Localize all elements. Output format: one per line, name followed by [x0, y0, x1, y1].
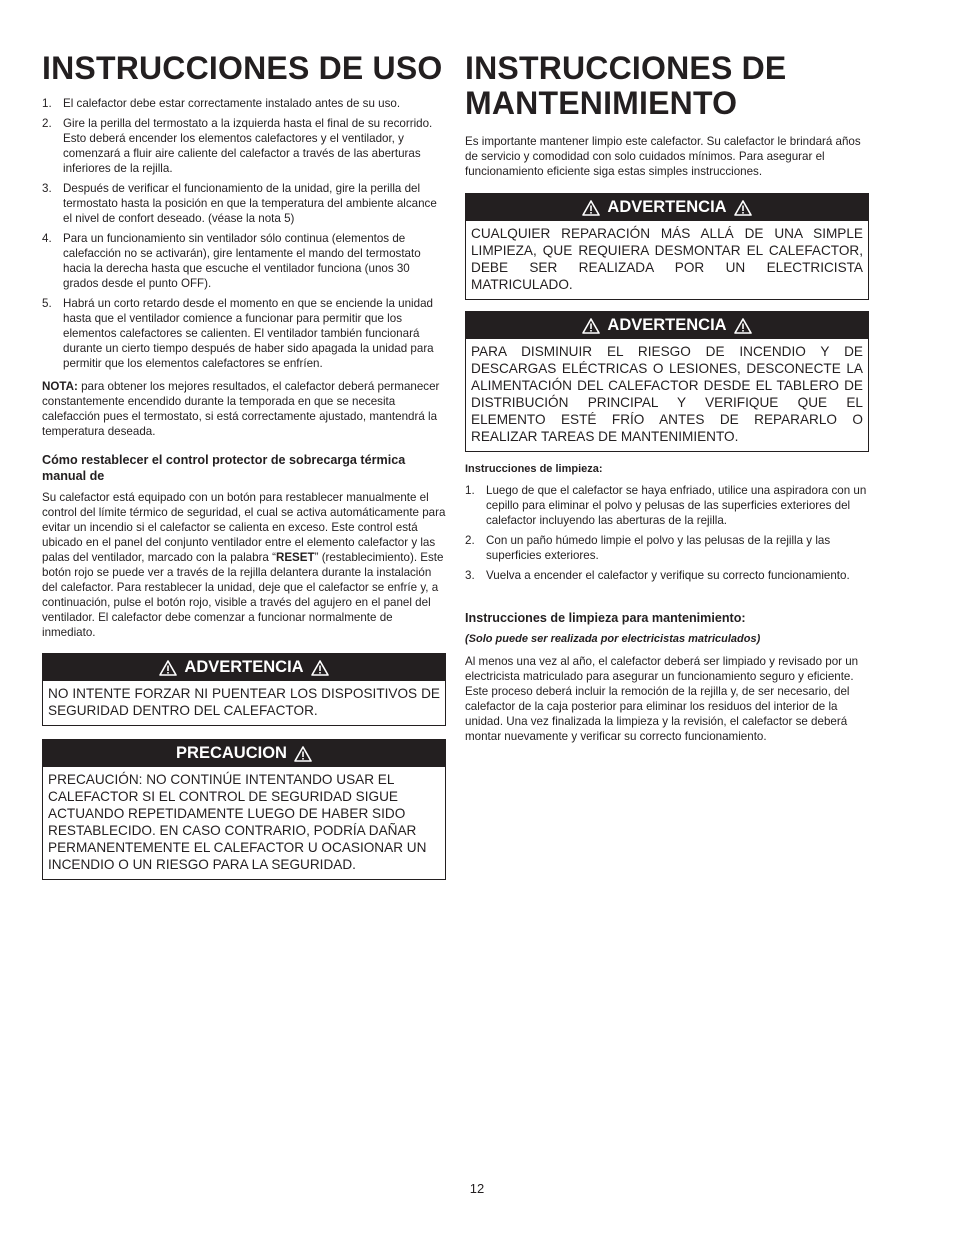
note-text: para obtener los mejores resultados, el calefactor deberá permanecer constantemente encendido durante la temporada en que se necesita calefacción pues el termostato, si está correctamente ajustado, mantendrá la temperatura deseada. [42, 380, 440, 438]
maintenance-intro: Es importante mantener limpio este calefactor. Su calefactor le brindará años de servicio y comodidad con solo cuidados mínimos. Para asegurar el funcionamiento eficiente siga estas simples instrucciones. [465, 135, 861, 178]
maintenance-heading: Instrucciones de limpieza para mantenimiento: [465, 611, 746, 625]
step-text: Habrá un corto retardo desde el momento en que se enciende la unidad hasta que el ventilador comience a funcionar para permitir que los elementos calefactores se calienten. El ventilador también funcionará durante un cierto tiempo después de haber sido apagada la unidad para permitir que los elementos calefactores se enfríen. [63, 297, 434, 370]
cleaning-heading: Instrucciones de limpieza: [465, 463, 603, 475]
warning-label: ADVERTENCIA [184, 658, 304, 676]
usage-steps-list [42, 96, 446, 376]
step-text: Gire la perilla del termostato a la izquierda hasta el final de su recorrido. Esto deberá encender los elementos calefactores y el ventilador, y comenzará a fluir aire caliente del calefactor a través de las aberturas inferiores de la rejilla. [63, 117, 433, 175]
step-number: 4. [42, 232, 52, 245]
usage-step [42, 231, 446, 291]
step-text: El calefactor debe estar correctamente instalado antes de su uso. [63, 97, 401, 110]
reset-paragraph [42, 490, 446, 640]
warning-box-disconnect [465, 311, 869, 452]
page-title-usage: INSTRUCCIONES DE USO [42, 50, 443, 86]
reset-heading: Cómo restablecer el control protector de sobrecarga térmica manual de [42, 453, 406, 483]
note-label: NOTA: [42, 380, 78, 393]
page-number: 12 [469, 1181, 485, 1196]
warning-text: PARA DISMINUIR EL RIESGO DE INCENDIO Y DE DESCARGAS ELÉCTRICAS O LESIONES, DESCONECTE LA ALIMENTACIÓN DEL CALEFACTOR DESDE EL TABLERO DE DISTRIBUCIÓN PRINCIPAL Y VERIFIQUE QUE EL ELEMENTO ESTÉ FRÍO ANTES DE REPARARLO O REALIZAR TAREAS DE MANTENIMIENTO. [471, 344, 863, 444]
warning-text: NO INTENTE FORZAR NI PUENTEAR LOS DISPOSITIVOS DE SEGURIDAD DENTRO DEL CALEFACTOR. [48, 686, 440, 718]
maintenance-paragraph: Al menos una vez al año, el calefactor deberá ser limpiado y revisado por un electricista matriculado para asegurar un funcionamiento seguro y eficiente. Este proceso deberá incluir la remoción de la rejilla y, de ser necesario, del calefactor de la caja posterior para eliminar los residuos del interior de la unidad. Una vez finalizada la limpieza y la revisión, el calefactor se deberá montar nuevamente y verificar su correcto funcionamiento. [465, 655, 859, 743]
warning-text: CUALQUIER REPARACIÓN MÁS ALLÁ DE UNA SIMPLE LIMPIEZA, QUE REQUIERA DESMONTAR EL CALEFACTOR, DEBE SER REALIZADA POR UN ELECTRICISTA MATRICULADO. [471, 226, 863, 292]
step-number: 5. [42, 297, 52, 310]
step-number: 3. [42, 182, 52, 195]
cleaning-step [465, 568, 869, 583]
warning-box-safety-devices [42, 653, 446, 726]
usage-step [42, 296, 446, 371]
cleaning-step [465, 483, 869, 528]
reset-text-after: ” (restablecimiento). Este botón rojo se puede ver a través de la rejilla delantera durante la instalación del calefactor. Para restablecer la unidad, deje que el calefactor se enfríe y, a continuación, pulse el botón rojo, visible a través del agujero en el panel del ventilador. El calefactor debe comenzar a funcionar normalmente de inmediato. [42, 551, 444, 639]
caution-label: PRECAUCION [176, 744, 287, 762]
step-text: Luego de que el calefactor se haya enfriado, utilice una aspiradora con un cepillo para eliminar el polvo y pelusas de las superficies exteriores del calefactor incluyendo las aberturas de la rejilla. [486, 484, 867, 527]
warning-triangle-icon [734, 318, 752, 334]
step-number: 2. [42, 117, 52, 130]
step-text: Después de verificar el funcionamiento de la unidad, gire la perilla del termostato hasta la posición en que la temperatura del ambiente alcance el nivel de confort deseado. (véase la nota 5) [63, 182, 437, 225]
warning-label: ADVERTENCIA [607, 316, 727, 334]
warning-box-repair [465, 193, 869, 300]
step-number: 1. [465, 484, 475, 497]
warning-triangle-icon [734, 200, 752, 216]
usage-step [42, 96, 446, 111]
caution-text: PRECAUCIÓN: NO CONTINÚE INTENTANDO USAR EL CALEFACTOR SI EL CONTROL DE SEGURIDAD SIGUE ACTUANDO REPETIDAMENTE LUEGO DE HABER SIDO RESTABLECIDO. EN CASO CONTRARIO, PODRÍA DAÑAR PERMANENTEMENTE EL CALEFACTOR U OCASIONAR UN INCENDIO O UN RIESGO PARA LA SEGURIDAD. [48, 772, 427, 872]
caution-header [43, 740, 445, 767]
cleaning-step [465, 533, 869, 563]
warning-triangle-icon [582, 318, 600, 334]
warning-label: ADVERTENCIA [607, 198, 727, 216]
step-number: 3. [465, 569, 475, 582]
warning-header [466, 194, 868, 221]
reset-text-before: Su calefactor está equipado con un botón para restablecer manualmente el control del límite térmico de seguridad, el cual se activa automáticamente para evitar un incendio si el calefactor se calienta en exceso. Este control está ubicado en el panel del conjunto ventilador entre el elemento calefactor y las palas del ventilador, marcado con la palabra “ [42, 491, 446, 564]
step-number: 1. [42, 97, 52, 110]
step-text: Vuelva a encender el calefactor y verifique su correcto funcionamiento. [486, 569, 850, 582]
step-text: Para un funcionamiento sin ventilador sólo continua (elementos de calefacción no se activarán), gire lentamente el mando del termostato hacia la derecha hasta que escuche el ventilador funciona (unos 30 grados desde el punto OFF). [63, 232, 421, 290]
warning-header [43, 654, 445, 681]
cleaning-steps-list [465, 483, 869, 588]
usage-step [42, 181, 446, 226]
warning-triangle-icon [582, 200, 600, 216]
warning-triangle-icon [294, 746, 312, 762]
reset-word: RESET [275, 551, 315, 564]
usage-step [42, 116, 446, 176]
warning-triangle-icon [311, 660, 329, 676]
step-text: Con un paño húmedo limpie el polvo y las pelusas de la rejilla y las superficies exteriores. [486, 534, 831, 562]
warning-triangle-icon [159, 660, 177, 676]
warning-header [466, 312, 868, 339]
maintenance-subheading: (Solo puede ser realizada por electricistas matriculados) [465, 633, 761, 645]
step-number: 2. [465, 534, 475, 547]
usage-note [42, 379, 446, 439]
page-title-maintenance: INSTRUCCIONES DE MANTENIMIENTO [465, 50, 787, 121]
caution-box [42, 739, 446, 880]
